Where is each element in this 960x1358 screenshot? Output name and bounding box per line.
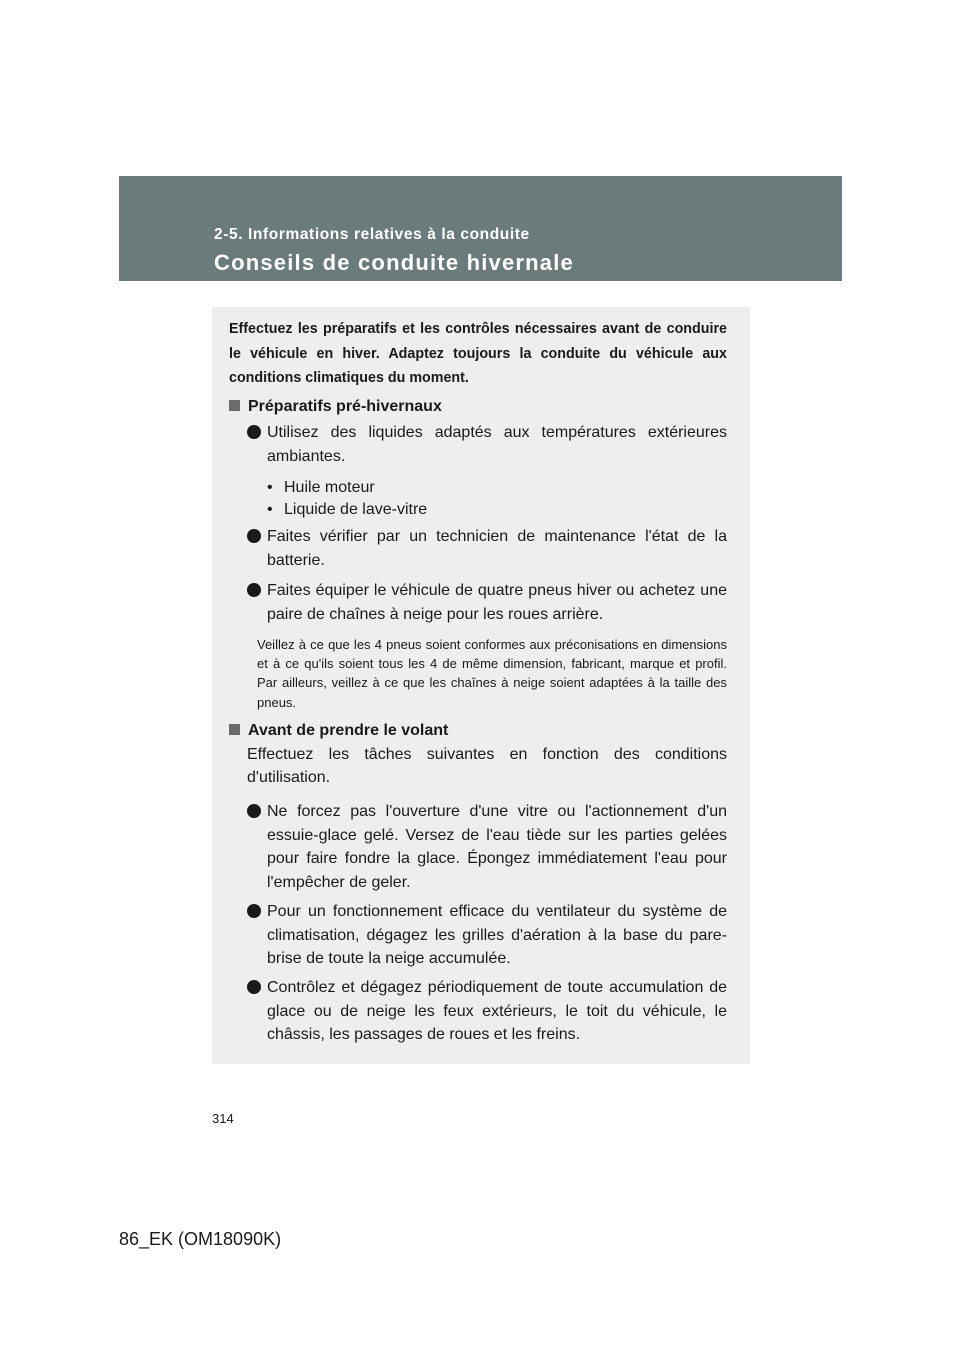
section-heading-before-driving: Avant de prendre le volant [229,720,448,742]
list-item: Faites vérifier par un technicien de maintenance l'état de la batterie. [247,525,727,572]
list-item: Ne forcez pas l'ouverture d'une vitre ou l'actionnement d'un essuie-glace gelé. Versez de l'eau tiède sur les parties gelées pour faire fondre la glace. Épongez immédiatement l'eau pour l'empêcher de geler. [247,800,727,894]
document-code: 86_EK (OM18090K) [119,1229,282,1249]
list-item: Utilisez des liquides adaptés aux températures extérieures ambiantes. [247,421,727,468]
list-item: Faites équiper le véhicule de quatre pneus hiver ou achetez une paire de chaînes à neige pour les roues arrière. [247,579,727,626]
chapter-title: Conseils de conduite hivernale [214,250,574,275]
chapter-header [119,176,842,281]
section-label: 2-5. Informations relatives à la conduite [214,226,530,243]
content-box [212,307,750,1064]
small-bullet-icon: • [267,479,273,496]
list-item: Pour un fonctionnement efficace du ventilateur du système de climatisation, dégagez les grilles d'aération à la base du pare-brise de toute la neige accumulée. [247,900,727,971]
bullet-dot-icon [247,583,261,597]
small-bullet-icon: • [267,501,273,518]
bullet-dot-icon [247,529,261,543]
intro-paragraph: Effectuez les préparatifs et les contrôles nécessaires avant de conduire le véhicule en hiver. Adaptez toujours la conduite du véhicule aux conditions climatiques du moment. [229,321,727,386]
sub-list-item: • Liquide de lave-vitre [267,499,427,521]
bullet-dot-icon [247,904,261,918]
section2-intro: Effectuez les tâches suivantes en fonction des conditions d'utilisation. [247,746,727,786]
list-item: Contrôlez et dégagez périodiquement de toute accumulation de glace ou de neige les feux extérieurs, le toit du véhicule, le châssis, les passages de roues et les freins. [247,976,727,1047]
page-number: 314 [212,1111,234,1126]
square-bullet-icon [229,400,240,411]
bullet-dot-icon [247,425,261,439]
bullet-dot-icon [247,804,261,818]
tire-note: Veillez à ce que les 4 pneus soient conformes aux préconisations en dimensions et à ce qu'ils soient tous les 4 de même dimension, fabricant, marque et profil. Par ailleurs, veillez à ce que les chaînes à neige soient adaptées à la taille des pneus. [257,637,727,710]
section-heading-pre-winter: Préparatifs pré-hivernaux [229,396,442,418]
bullet-dot-icon [247,980,261,994]
sub-list-item: • Huile moteur [267,477,375,499]
square-bullet-icon [229,724,240,735]
